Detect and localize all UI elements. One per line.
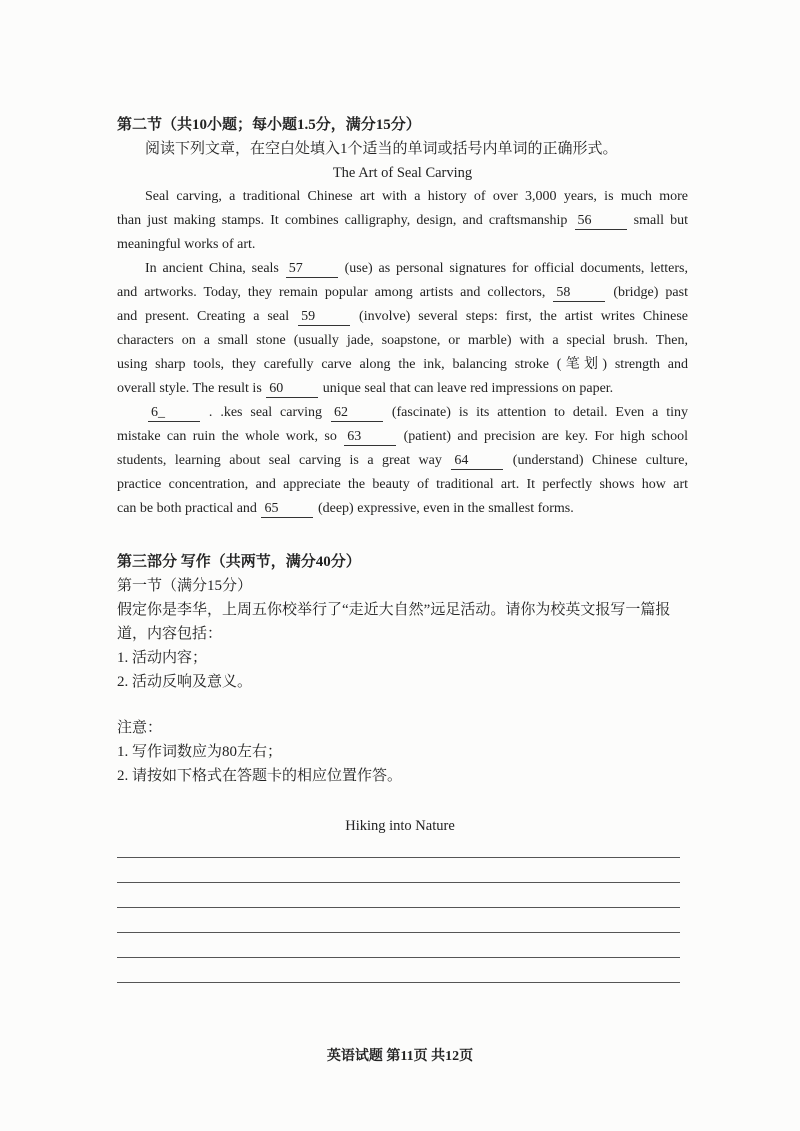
passage-text: and present. Creating a seal (117, 309, 298, 324)
passage-line (117, 377, 688, 401)
passage-text: In ancient China, seals (145, 261, 285, 276)
part-heading: 第三部分 写作（共两节，满分40分） (117, 554, 361, 570)
passage-text: can be both practical and (117, 501, 261, 516)
answer-blank: 58 (553, 285, 605, 302)
passage-text: (bridge) past (606, 285, 688, 300)
passage-title: The Art of Seal Carving (332, 165, 473, 181)
passage-text: (patient) and precision are key. For high school (397, 429, 688, 444)
passage-text: using sharp tools, they carefully carve along the ink, balancing stroke (笔划) strength and (117, 357, 688, 372)
answer-blank: 56 (575, 213, 627, 230)
section-heading: 第二节（共10小题；每小题1.5分，满分15分） (117, 117, 421, 133)
passage-line (117, 257, 688, 281)
passage-text: (understand) Chinese culture, (504, 453, 688, 468)
passage-line (117, 329, 688, 353)
passage-text: (deep) expressive, even in the smallest forms. (314, 501, 574, 516)
answer-line (117, 932, 680, 933)
answer-line (117, 907, 680, 908)
passage-text: small but (627, 213, 688, 228)
passage-line (117, 401, 688, 425)
passage-line (117, 449, 688, 473)
passage-text: practice concentration, and appreciate the beauty of traditional art. It perfectly shows how art (117, 477, 688, 492)
answer-blank: 6_ (148, 405, 200, 422)
passage-text: (involve) several steps: first, the artist writes Chinese (351, 309, 688, 324)
instruction: 阅读下列文章，在空白处填入1个适当的单词或括号内单词的正确形式。 (145, 141, 618, 157)
subsection-heading: 第一节（满分15分） (117, 578, 253, 594)
answer-blank: 59 (298, 309, 350, 326)
passage-line (117, 305, 688, 329)
essay-title: Hiking into Nature (345, 818, 455, 834)
passage-text: Seal carving, a traditional Chinese art with a history of over 3,000 years, is much more (145, 189, 688, 204)
paragraph-2 (117, 257, 688, 401)
content-point: 2. 活动反响及意义。 (117, 674, 253, 690)
section-2 (117, 113, 688, 521)
answer-blank: 63 (344, 429, 396, 446)
page-footer: 英语试题 第11页 共12页 (326, 1049, 474, 1064)
answer-line (117, 957, 680, 958)
passage-text: . .kes seal carving (201, 405, 330, 420)
passage-line (117, 353, 688, 377)
passage-text: meaningful works of art. (117, 237, 256, 252)
passage-line (117, 425, 688, 449)
passage-line (117, 209, 688, 233)
passage-text: (use) as personal signatures for official documents, letters, (338, 261, 688, 276)
passage-line (117, 233, 688, 257)
answer-line (117, 857, 680, 858)
note-item: 1. 写作词数应为80左右； (117, 744, 283, 760)
paragraph-3 (117, 401, 688, 521)
passage-text: overall style. The result is (117, 381, 266, 396)
passage-line (117, 473, 688, 497)
passage-text: and artworks. Today, they remain popular among artists and collectors, (117, 285, 553, 300)
passage-text: mistake can ruin the whole work, so (117, 429, 344, 444)
answer-blank: 57 (286, 261, 338, 278)
passage-line (117, 281, 688, 305)
passage-text: students, learning about seal carving is a great way (117, 453, 451, 468)
passage-text: characters on a small stone (usually jade, soapstone, or marble) with a special brush. Then, (117, 333, 688, 348)
answer-blank: 60 (266, 381, 318, 398)
passage-text: unique seal that can leave red impressions on paper. (319, 381, 614, 396)
content-point: 1. 活动内容； (117, 650, 208, 666)
prompt-line: 道，内容包括： (117, 626, 223, 642)
answer-blank: 65 (261, 501, 313, 518)
answer-line (117, 882, 680, 883)
note-item: 2. 请按如下格式在答题卡的相应位置作答。 (117, 768, 403, 784)
notes-label: 注意： (117, 720, 163, 736)
passage-text: (fascinate) is its attention to detail. Even a tiny (383, 405, 688, 420)
part-3-writing (117, 550, 688, 788)
passage-line (117, 497, 688, 521)
answer-line (117, 982, 680, 983)
paragraph-1 (117, 185, 688, 257)
passage-text: than just making stamps. It combines calligraphy, design, and craftsmanship (117, 213, 574, 228)
answer-blank: 62 (331, 405, 383, 422)
passage-line (117, 185, 688, 209)
prompt-line: 假定你是李华，上周五你校举行了“走近大自然”远足活动。请你为校英文报写一篇报 (117, 602, 671, 618)
answer-blank: 64 (451, 453, 503, 470)
